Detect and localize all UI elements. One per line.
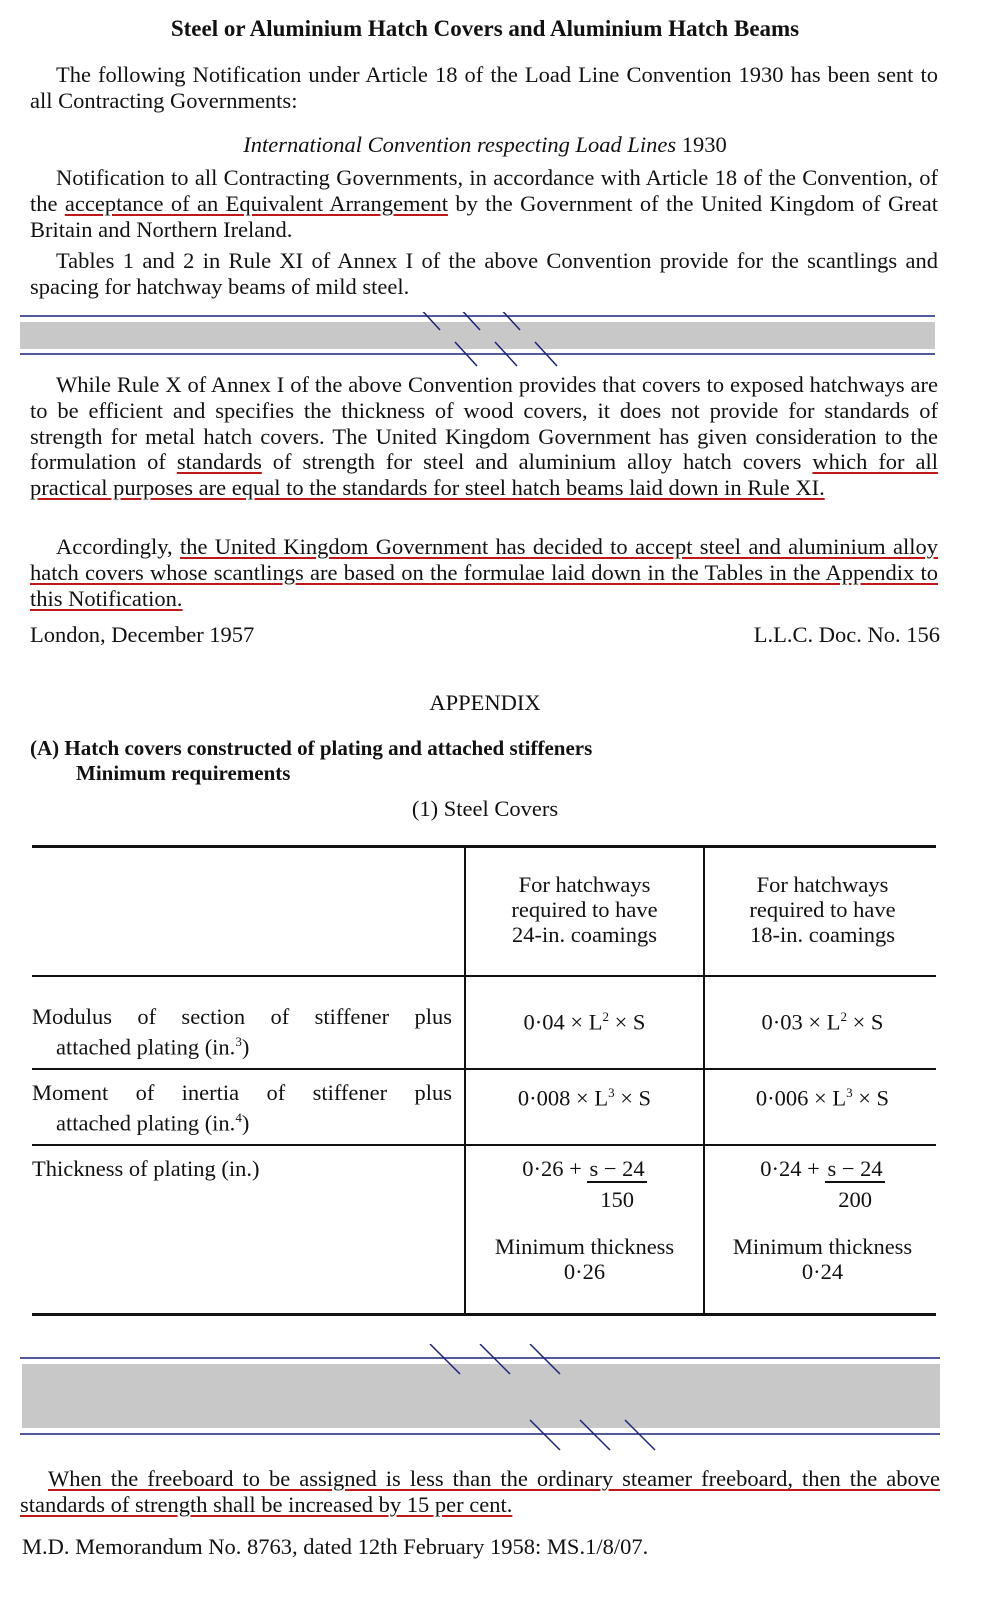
doc-number: L.L.C. Doc. No. 156 [753,622,940,647]
page-title: Steel or Aluminium Hatch Covers and Aluminium Hatch Beams [170,16,800,41]
row2-col2-tail: × S [614,1085,652,1111]
row2-col2-base: 0·008 × L [517,1085,609,1111]
steel-covers-subheading: (1) Steel Covers [411,796,559,821]
row3-col3 [705,1156,940,1284]
row2-col2 [466,1080,703,1111]
row3-col3-fraction [825,1156,884,1212]
row3-col2-base: 0·26 + [522,1156,588,1181]
row1-col3-tail: × S [846,1009,884,1035]
notification-text-before: Notification to all Contracting Governments, in accordance with Article 18 of the Convention, of the [30,165,938,216]
freeboard-paragraph [20,1466,940,1518]
row3-col3-min-value: 0·24 [801,1259,844,1284]
row2-label-sup: 4 [235,1110,242,1125]
section-a-heading [30,736,592,786]
row1-col2-base: 0·04 × L [523,1009,603,1035]
row3-col2-numerator: s − 24 [589,1156,645,1181]
omission-break-2 [0,1344,990,1454]
row3-col3-min-label: Minimum thickness [732,1234,913,1259]
row2-col3 [705,1080,940,1111]
notification-paragraph [30,165,938,242]
convention-year: 1930 [681,132,727,157]
omission-break-1 [0,312,990,372]
row2-label-line1: Moment of inertia of stiffener plus [32,1080,452,1105]
col3-header-line1: For hatchways [756,872,889,897]
table-header-col3 [705,872,940,947]
row2-col3-tail: × S [852,1085,890,1111]
row1-label-line2: attached plating (in.$^3$) [56,1034,250,1060]
table-header-rule [32,975,936,977]
row1-label [32,1004,452,1060]
row1-col3-sup: 2 [840,1009,847,1024]
table-row1-rule [32,1068,936,1070]
row1-col3 [705,1004,940,1035]
row3-col3-base: 0·24 + [760,1156,826,1181]
row2-col2-sup: 3 [608,1085,615,1100]
row2-label-text: attached plating (in. [56,1110,236,1136]
row1-label-line1: Modulus of section of stiffener plus [32,1004,452,1029]
accordingly-paragraph [30,534,938,611]
table-row2-rule [32,1144,936,1146]
row3-col2-denominator: 150 [600,1187,634,1212]
notification-text-underlined: acceptance of an Equivalent Arrangement [64,190,448,216]
row3-col2-min-label: Minimum thickness [494,1234,675,1259]
row1-label-text: attached plating (in. [56,1034,236,1060]
row3-col2-min-value: 0·26 [563,1259,606,1284]
col3-header-line2: required to have [749,897,896,922]
row3-col3-formula [705,1156,940,1212]
col3-header-line3: 18-in. coamings [750,922,895,947]
row1-col2 [466,1004,703,1035]
rule-x-text-middle: of strength for steel and aluminium alloy hatch covers [261,449,813,475]
freeboard-underlined: When the freeboard to be assigned is less than the ordinary steamer freeboard, then the above standards of strength shall be increased by 15 per cent. [20,1466,940,1517]
row2-label-line2: attached plating (in.$^4$) [56,1110,250,1136]
col2-header-line3: 24-in. coamings [512,922,657,947]
appendix-heading: APPENDIX [429,690,541,715]
intro-paragraph: The following Notification under Article 18 of the Load Line Convention 1930 has been sent to all Contracting Governments: [30,62,938,113]
row2-col3-sup: 3 [846,1085,853,1100]
rule-x-text-before: While Rule X of Annex I of the above Convention provides that covers to exposed hatchways are to be efficient and specifies the thickness of wood covers, it does not provide for standards of strength for metal hatch covers. The United Kingdom Government has given consideration to the formulation of [30,372,938,475]
row3-col3-denominator: 200 [838,1187,872,1212]
table-header-col2 [466,872,703,947]
row1-col2-tail: × S [608,1009,646,1035]
convention-title [0,132,970,158]
row1-label-sup: 3 [235,1034,242,1049]
table-bottom-rule [32,1313,936,1316]
convention-name: International Convention respecting Load Lines [243,132,677,157]
row1-col2-sup: 2 [602,1009,609,1024]
row2-label [32,1080,452,1136]
row1-col3-base: 0·03 × L [761,1009,841,1035]
row3-col2-fraction [587,1156,646,1212]
row3-col3-numerator: s − 24 [827,1156,883,1181]
rule-x-underlined-1: standards [176,449,262,475]
memorandum-reference: M.D. Memorandum No. 8763, dated 12th February 1958: MS.1/8/07. [22,1534,649,1559]
section-a-line1: (A) Hatch covers constructed of plating and attached stiffeners [30,736,593,760]
section-a-line2: Minimum requirements [76,761,291,785]
table-top-rule [32,845,936,848]
accordingly-underlined: the United Kingdom Government has decided to accept steel and aluminium alloy hatch covers whose scantlings are based on the formulae laid down in the Tables in the Appendix to this Notification. [30,534,939,611]
row3-col2 [466,1156,703,1284]
accordingly-text-before: Accordingly, [56,534,180,559]
rule-x-underlined-2: which for all practical purposes are equal to the standards for steel hatch beams laid down in Rule XI. [30,449,938,501]
col2-header-line1: For hatchways [518,872,651,897]
place-date: London, December 1957 [30,622,255,647]
col2-header-line2: required to have [511,897,658,922]
notification-text-after: by the Government of the United Kingdom of Great Britain and Northern Ireland. [30,190,938,242]
row3-col2-formula [466,1156,703,1212]
rule-x-paragraph [30,372,938,501]
row3-label: Thickness of plating (in.) [32,1156,260,1181]
tables-paragraph: Tables 1 and 2 in Rule XI of Annex I of the above Convention provide for the scantlings and spacing for hatchway beams of mild steel. [30,248,938,299]
row2-col3-base: 0·006 × L [755,1085,847,1111]
